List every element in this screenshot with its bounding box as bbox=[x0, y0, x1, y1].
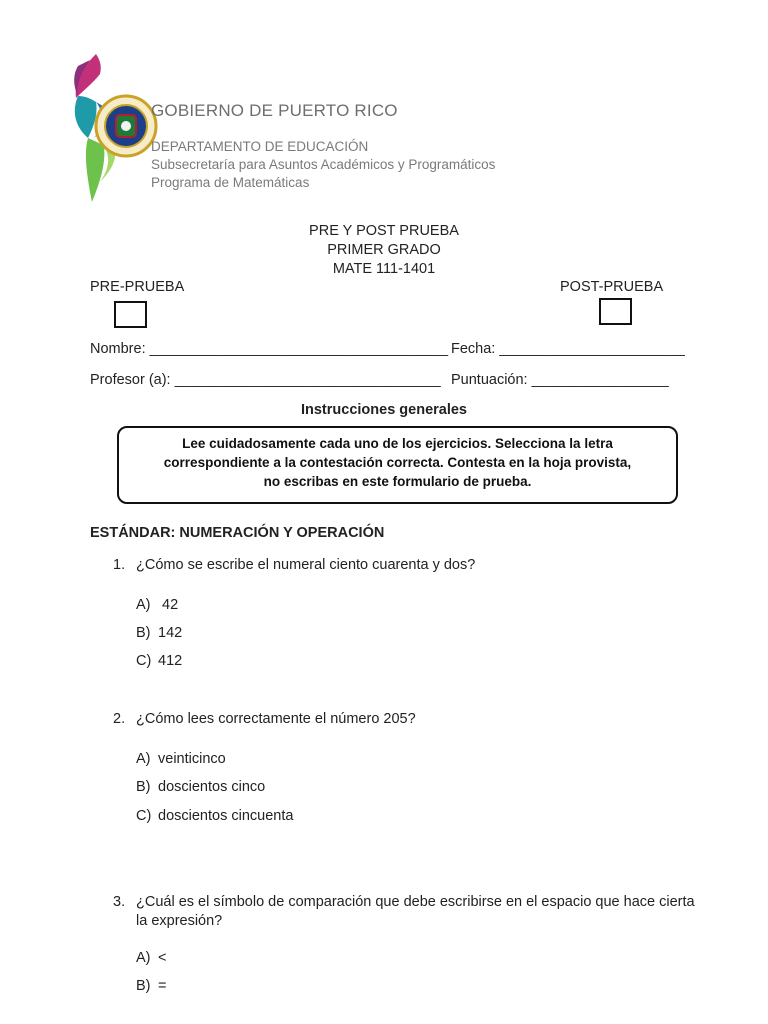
name-field[interactable]: Nombre: _____________________________________ bbox=[90, 341, 449, 357]
logo-green-petal bbox=[86, 138, 104, 202]
instructions-line: no escribas en este formulario de prueba. bbox=[263, 474, 532, 489]
date-field[interactable]: Fecha: _______________________ bbox=[451, 341, 685, 357]
option-text: 412 bbox=[158, 653, 183, 669]
option-text: 42 bbox=[158, 597, 179, 613]
pre-test-label: PRE-PRUEBA bbox=[90, 279, 185, 295]
option-letter: A) bbox=[136, 751, 151, 767]
department-logo bbox=[70, 52, 160, 202]
option-c[interactable] bbox=[136, 653, 182, 669]
option-b[interactable] bbox=[136, 625, 182, 641]
seal-center bbox=[121, 121, 131, 131]
option-a[interactable] bbox=[136, 597, 178, 613]
option-text: = bbox=[158, 978, 167, 994]
post-test-label: POST-PRUEBA bbox=[560, 279, 664, 295]
option-text: doscientos cincuenta bbox=[158, 808, 294, 824]
score-field[interactable]: Puntuación: _________________ bbox=[451, 372, 669, 388]
instructions-heading: Instrucciones generales bbox=[300, 402, 467, 418]
option-letter: B) bbox=[136, 978, 151, 994]
standard-heading: ESTÁNDAR: NUMERACIÓN Y OPERACIÓN bbox=[90, 525, 385, 541]
department-name: DEPARTAMENTO DE EDUCACIÓN bbox=[151, 139, 369, 154]
test-course: MATE 111-1401 bbox=[332, 261, 436, 277]
instructions-line: Lee cuidadosamente cada uno de los ejercicios. Selecciona la letra bbox=[182, 436, 613, 451]
option-letter: A) bbox=[136, 950, 151, 966]
option-text: 142 bbox=[158, 625, 183, 641]
logo-teal-petal bbox=[75, 96, 97, 138]
test-title: PRE Y POST PRUEBA bbox=[309, 223, 459, 239]
option-text: doscientos cinco bbox=[158, 779, 266, 795]
option-letter: C) bbox=[136, 653, 152, 669]
pre-test-checkbox[interactable] bbox=[114, 301, 147, 328]
question-number: 2. bbox=[113, 711, 126, 727]
option-text: < bbox=[158, 950, 167, 966]
question-text: ¿Cómo se escribe el numeral ciento cuarenta y dos? bbox=[136, 557, 476, 573]
question-text: ¿Cómo lees correctamente el número 205? bbox=[136, 711, 416, 727]
option-a[interactable] bbox=[136, 950, 166, 966]
instructions-line: correspondiente a la contestación correcta. Contesta en la hoja provista, bbox=[163, 455, 632, 470]
option-letter: B) bbox=[136, 625, 151, 641]
post-test-checkbox[interactable] bbox=[599, 298, 632, 325]
question-number: 1. bbox=[113, 557, 126, 573]
question-text: ¿Cuál es el símbolo de comparación que debe escribirse en el espacio que hace cierta la expresión? bbox=[136, 894, 695, 929]
option-a[interactable] bbox=[136, 751, 226, 767]
option-b[interactable] bbox=[136, 978, 166, 994]
program-name: Programa de Matemáticas bbox=[151, 175, 310, 190]
question-number: 3. bbox=[113, 894, 126, 910]
option-letter: A) bbox=[136, 597, 151, 613]
option-c[interactable] bbox=[136, 808, 293, 824]
teacher-field[interactable]: Profesor (a): _________________________________ bbox=[90, 372, 441, 388]
government-title: GOBIERNO DE PUERTO RICO bbox=[151, 101, 398, 120]
option-b[interactable] bbox=[136, 779, 265, 795]
instructions-box bbox=[117, 426, 678, 504]
subsecretaria-name: Subsecretaría para Asuntos Académicos y Programáticos bbox=[151, 157, 496, 172]
option-text: veinticinco bbox=[158, 751, 226, 767]
option-letter: C) bbox=[136, 808, 152, 824]
test-grade: PRIMER GRADO bbox=[327, 242, 441, 258]
option-letter: B) bbox=[136, 779, 151, 795]
